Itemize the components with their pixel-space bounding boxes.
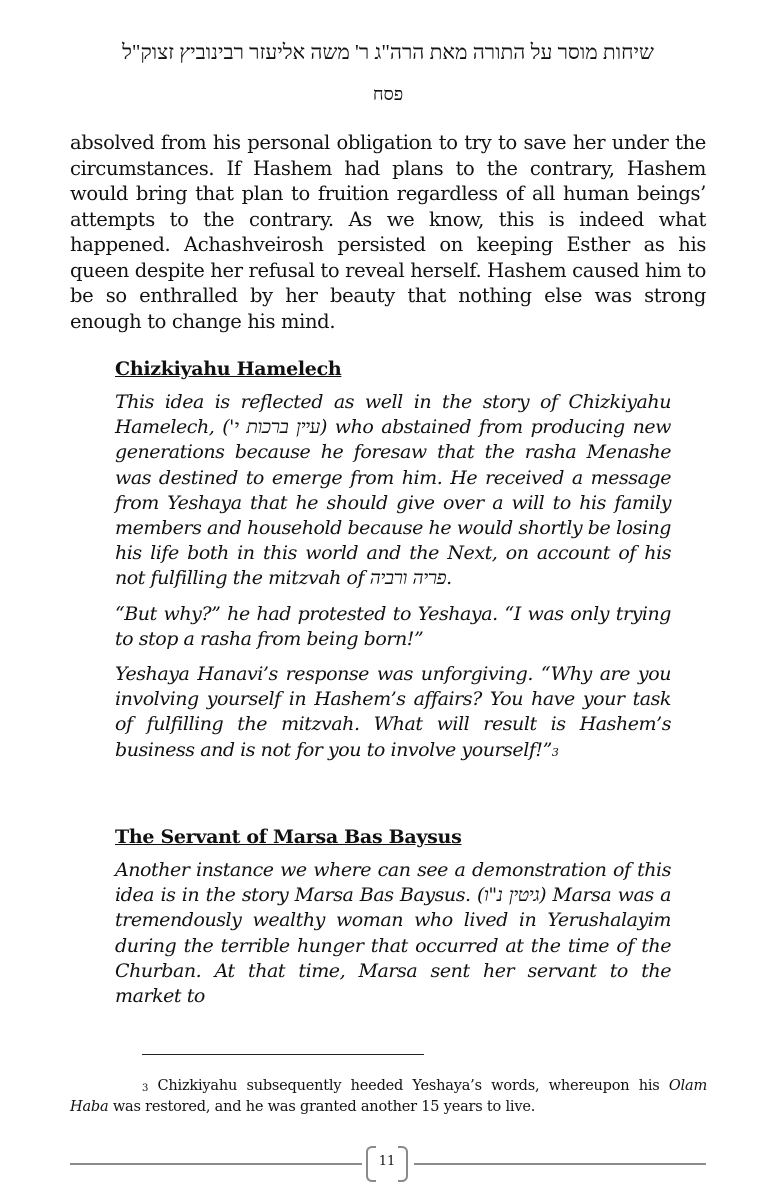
page-number: 11 <box>378 1154 396 1169</box>
text-span: Another instance we where can see a demonstration of this idea is in the story Marsa Bas Baysus. <box>115 859 671 907</box>
footnote-reference[interactable]: 3 <box>551 745 559 759</box>
text-span: Chizkiyahu subsequently heeded Yeshaya’s words, whereupon his <box>148 1078 669 1094</box>
hebrew-term: פריה ורביה <box>369 567 447 590</box>
section-paragraph: “But why?” he had protested to Yeshaya. “I was only trying to stop a rasha from being born!” <box>115 602 671 650</box>
text-span: This idea is reflected as well in the story of Chizkiyahu Hamelech, <box>115 391 671 439</box>
footnote-number: 3 <box>142 1083 149 1094</box>
page-number-frame <box>366 1146 408 1180</box>
hebrew-citation: (עיין ברכות י') <box>222 416 327 439</box>
running-header-title: שיחות מוסר על התורה מאת הרה"ג ר' משה אליעזר רבינוביץ זצוק"ל <box>122 40 654 64</box>
intro-paragraph: absolved from his personal obligation to try to save her under the circumstances. If Hashem had plans to the contrary, Hashem would bring that plan to fruition regardless of all human beings’ attempts to the contrary. As we know, this is indeed what happened. Achashveirosh persisted on keeping Esther as his queen despite her refusal to reveal herself. Hashem caused him to be so enthralled by her beauty that nothing else was strong enough to change his mind. <box>70 131 706 333</box>
text-span-italic: Olam Haba <box>70 1078 707 1115</box>
section-paragraph <box>115 662 671 763</box>
section-chizkiyahu <box>115 358 671 773</box>
hebrew-citation: (גיטין נ"ו) <box>477 884 547 907</box>
text-span: . <box>446 567 452 590</box>
footnote <box>70 1076 707 1118</box>
text-span: Marsa was a tremendously wealthy woman who lived in Yerushalayim during the terrible hunger that occurred at the time of the Churban. At that time, Marsa sent her servant to the market to <box>115 884 671 1008</box>
section-marsa <box>115 826 671 1019</box>
footer-rule-left <box>70 1163 362 1165</box>
running-header-subtitle: פסח <box>372 84 404 104</box>
text-span: was restored, and he was granted another 15 years to live. <box>108 1099 536 1115</box>
footnote-separator <box>142 1054 424 1055</box>
text-span: Yeshaya Hanavi’s response was unforgiving. “Why are you involving yourself in Hashem’s affairs? You have your task of fulfilling the mitzvah. What will result is Hashem’s business and is not for you to involve yourself!” <box>115 663 671 761</box>
text-span: who abstained from producing new generations because he foresaw that the rasha Menashe was destined to emerge from him. He received a message from Yeshaya that he should give over a will to his family members and household because he would shortly be losing his life both in this world and the Next, on account of his not fulfilling the mitzvah of <box>115 416 671 590</box>
section-paragraph <box>115 390 671 592</box>
page-footer <box>70 1144 706 1184</box>
section-heading: Chizkiyahu Hamelech <box>115 358 342 380</box>
section-heading: The Servant of Marsa Bas Baysus <box>115 826 462 848</box>
footer-rule-right <box>414 1163 706 1165</box>
section-paragraph <box>115 858 671 1009</box>
